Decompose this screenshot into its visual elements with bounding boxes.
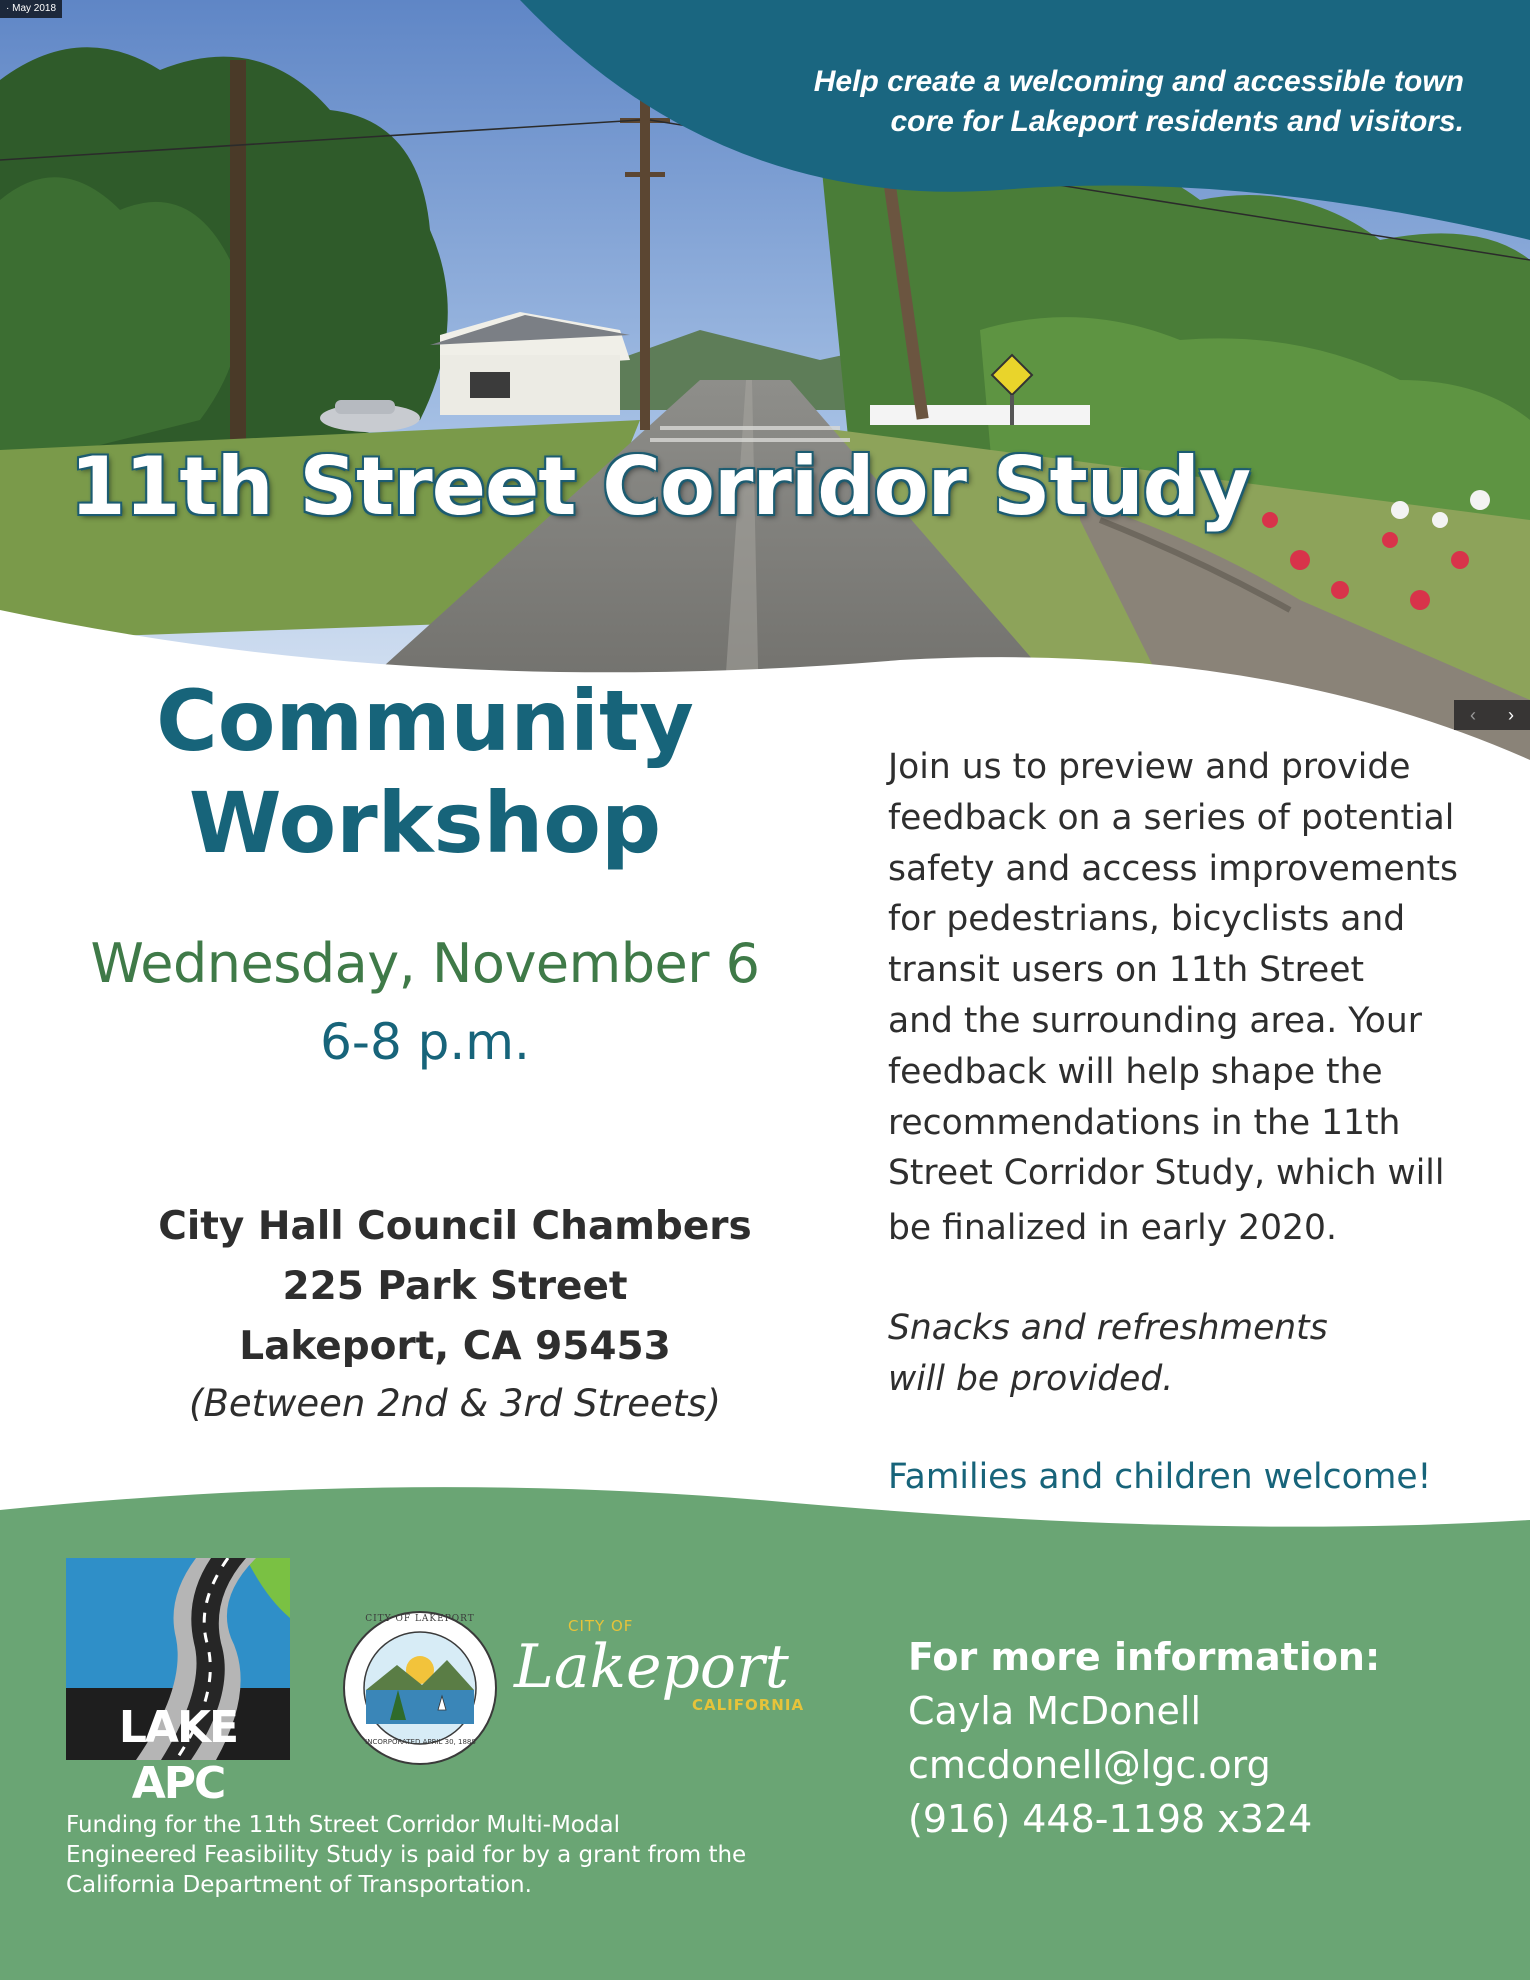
event-date: Wednesday, November 6 xyxy=(90,932,760,995)
snacks-line: Snacks and refreshments xyxy=(888,1308,1328,1348)
image-nav-arrows[interactable] xyxy=(1454,700,1530,730)
snacks-line: will be provided. xyxy=(888,1358,1174,1399)
venue-city: Lakeport, CA 95453 xyxy=(239,1324,671,1369)
description-line: transit users on 11th Street xyxy=(888,950,1364,991)
workshop-title-line: Community xyxy=(156,672,694,770)
study-title: 11th Street Corridor Study xyxy=(70,440,1251,533)
description-line: Join us to preview and provide xyxy=(888,747,1411,787)
event-time: 6-8 p.m. xyxy=(320,1013,530,1071)
description-line: and the surrounding area. Your xyxy=(888,1000,1422,1041)
funding-line: California Department of Transportation. xyxy=(66,1872,532,1898)
california-label: CALIFORNIA xyxy=(692,1696,805,1714)
funding-note xyxy=(66,1810,826,1900)
venue-street: 225 Park Street xyxy=(282,1264,628,1309)
seal-top-text: CITY OF LAKEPORT xyxy=(365,1614,475,1624)
city-of-label: CITY OF xyxy=(568,1617,634,1635)
funding-line: Engineered Feasibility Study is paid for by a grant from the xyxy=(66,1842,747,1868)
families-welcome: Families and children welcome! xyxy=(888,1457,1432,1497)
contact-heading: For more information: xyxy=(908,1635,1381,1679)
contact-phone[interactable]: (916) 448-1198 x324 xyxy=(908,1797,1313,1841)
contact-email[interactable]: cmcdonell@lgc.org xyxy=(908,1743,1271,1787)
description-line: safety and access improvements xyxy=(888,848,1458,889)
contact-name: Cayla McDonell xyxy=(908,1689,1201,1733)
lakeport-wordmark: Lakeport xyxy=(514,1632,789,1702)
tagline-line: core for Lakeport residents and visitors. xyxy=(890,105,1464,138)
snacks-note xyxy=(888,1303,1488,1405)
workshop-title-line: Workshop xyxy=(188,774,662,872)
streetview-date-stamp: · May 2018 xyxy=(0,0,62,18)
next-arrow-icon[interactable]: › xyxy=(1508,705,1514,725)
description-line: be finalized in early 2020. xyxy=(888,1208,1337,1249)
tagline-line: Help create a welcoming and accessible town xyxy=(813,65,1464,98)
workshop-title xyxy=(90,670,760,874)
prev-arrow-icon[interactable]: ‹ xyxy=(1470,705,1476,725)
description-line: for pedestrians, bicyclists and xyxy=(888,899,1406,940)
venue-note: (Between 2nd & 3rd Streets) xyxy=(189,1382,721,1425)
description-line: feedback will help shape the xyxy=(888,1051,1383,1092)
lake-apc-text: LAKE APC xyxy=(118,1702,238,1809)
venue-name: City Hall Council Chambers xyxy=(158,1204,752,1249)
funding-line: Funding for the 11th Street Corridor Multi-Modal xyxy=(66,1812,620,1838)
description-line: recommendations in the 11th xyxy=(888,1102,1401,1143)
description-paragraph xyxy=(888,742,1488,1254)
tagline xyxy=(744,62,1464,142)
seal-bottom-text: INCORPORATED APRIL 30, 1888 xyxy=(365,1738,476,1746)
description-line: feedback on a series of potential xyxy=(888,797,1455,838)
description-line: Street Corridor Study, which will xyxy=(888,1153,1445,1194)
